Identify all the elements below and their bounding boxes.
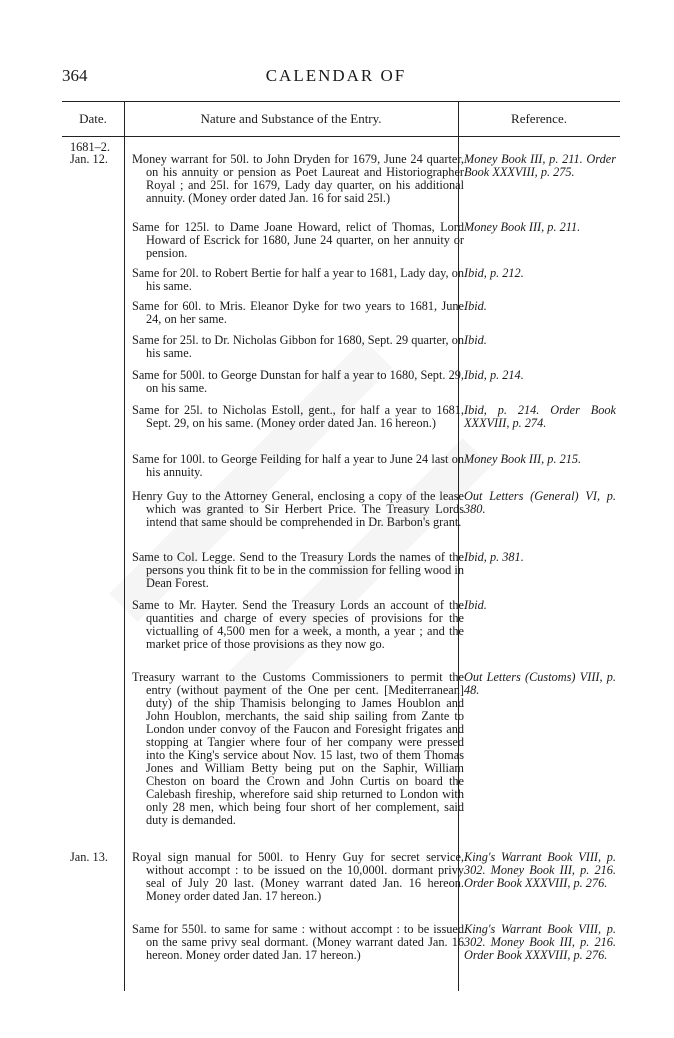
entry-date: Jan. 13. [70, 850, 108, 864]
calendar-table [62, 101, 620, 1001]
table-header-rule [62, 136, 620, 137]
col-header-reference: Reference. [511, 111, 567, 126]
entry-date: Jan. 12. [70, 152, 108, 166]
entry-reference: Ibid, p. 214. [464, 368, 524, 382]
entry-text: Same for 125l. to Dame Joane Howard, relict of Thomas, Lord Howard of Escrick for 1680, June 24 quarter, on her annuity or pension. [132, 220, 464, 260]
entry-reference: Ibid. [464, 598, 487, 612]
entry-reference: Ibid, p. 381. [464, 550, 524, 564]
entry-reference: Out Letters (General) VI, p. 380. [464, 489, 616, 516]
entry-reference: Money Book III, p. 211. Order Book XXXVIII, p. 275. [464, 152, 616, 179]
entry-text: Treasury warrant to the Customs Commissioners to permit the entry (without payment of the One per cent. [Mediterranean] duty) of the ship Thamisis belonging to James Houblon and John Houblon, merchants, the said ship sailing from Zante to London under convoy of the Faucon and Foresight frigates and stopping at Tangier where four of her company were pressed into the King's service about Nov. 15 last, two of them Thomas Jones and William Betty being put on the Saphir, William Cheston on board the Crown and John Curtis on board the Calebash fireship, wherefore said ship returned to London with only 28 men, which being four short of her complement, said duty is demanded. [132, 670, 464, 827]
entry-text: Same for 25l. to Dr. Nicholas Gibbon for 1680, Sept. 29 quarter, on his same. [132, 333, 464, 360]
running-title: CALENDAR OF [265, 66, 407, 85]
entry-text: Same for 100l. to George Feilding for half a year to June 24 last on his annuity. [132, 452, 464, 479]
entry-reference: Ibid, p. 212. [464, 266, 524, 280]
entry-text: Same for 25l. to Nicholas Estoll, gent., for half a year to 1681, Sept. 29, on his same. (Money order dated Jan. 16 hereon.) [132, 403, 464, 430]
entry-text: Money warrant for 50l. to John Dryden for 1679, June 24 quarter, on his annuity or pension as Poet Laureat and Historiographer Royal ; and 25l. for 1679, Lady day quarter, on his additional annuity. (Money order dated Jan. 16 for said 25l.) [132, 152, 464, 205]
year-label: 1681–2. [70, 140, 110, 154]
entry-reference: Money Book III, p. 215. [464, 452, 582, 466]
entry-reference: King's Warrant Book VIII, p. 302. Money Book III, p. 216. Order Book XXXVIII, p. 276. [464, 850, 616, 890]
entry-reference: Ibid, p. 214. Order Book XXXVIII, p. 274. [464, 403, 616, 430]
entry-text: Royal sign manual for 500l. to Henry Guy for secret service, without accompt : to be issued on the 10,000l. dormant privy seal of July 20 last. (Money warrant dated Jan. 16 hereon. Money order dated Jan. 17 hereon.) [132, 850, 464, 903]
page-number: 364 [62, 66, 88, 85]
entry-reference: King's Warrant Book VIII, p. 302. Money Book III, p. 216. Order Book XXXVIII, p. 276. [464, 922, 616, 962]
entry-reference: Ibid. [464, 299, 487, 313]
entry-reference: Money Book III, p. 211. [464, 220, 581, 234]
page-header [62, 66, 610, 88]
entry-text: Same to Mr. Hayter. Send the Treasury Lords an account of the quantities and charge of every species of provisions for the victualling of 4,500 men for a week, a month, a year ; and the market price of those provisions as they now go. [132, 598, 464, 651]
entry-text: Same for 500l. to George Dunstan for half a year to 1680, Sept. 29, on his same. [132, 368, 464, 395]
col-header-date: Date. [79, 111, 107, 126]
entry-text: Same for 60l. to Mris. Eleanor Dyke for two years to 1681, June 24, on her same. [132, 299, 464, 326]
entry-text: Same for 550l. to same for same : without accompt : to be issued on the same privy seal dormant. (Money warrant dated Jan. 16 hereon. Money order dated Jan. 17 hereon.) [132, 922, 464, 962]
entry-text: Henry Guy to the Attorney General, enclosing a copy of the lease which was granted to Sir Herbert Price. The Treasury Lords intend that same should be comprehended in Dr. Barbon's grant. [132, 489, 464, 529]
entry-text: Same to Col. Legge. Send to the Treasury Lords the names of the persons you think fit to be in the commission for felling wood in Dean Forest. [132, 550, 464, 590]
table-top-rule [62, 101, 620, 102]
entry-reference: Ibid. [464, 333, 487, 347]
entry-reference: Out Letters (Customs) VIII, p. 48. [464, 670, 616, 697]
entry-text: Same for 20l. to Robert Bertie for half a year to 1681, Lady day, on his same. [132, 266, 464, 293]
col-header-nature: Nature and Substance of the Entry. [200, 111, 382, 126]
